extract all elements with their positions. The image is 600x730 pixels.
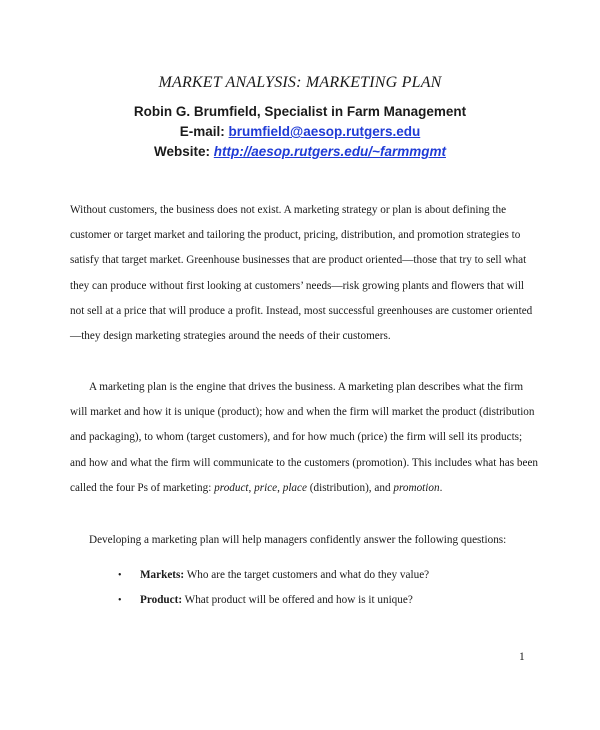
- page-number: 1: [519, 651, 525, 663]
- document-title: MARKET ANALYSIS: MARKETING PLAN: [158, 74, 442, 91]
- p2-end: .: [439, 481, 443, 494]
- p2-text-2: (distribution), and: [306, 481, 394, 494]
- bullet-term: Markets:: [140, 569, 185, 581]
- author-line: Robin G. Brumfield, Specialist in Farm Management: [133, 104, 467, 119]
- list-item: [118, 563, 429, 588]
- paragraph-questions: Developing a marketing plan will help managers confidently answer the following questions:: [89, 534, 507, 546]
- website-link[interactable]: http://aesop.rutgers.edu/~farmmgmt: [213, 144, 446, 159]
- question-list: [118, 563, 429, 613]
- p2-term-place: place: [282, 481, 307, 494]
- bullet-icon: •: [118, 595, 122, 606]
- p2-term-promotion: promotion: [393, 481, 440, 494]
- bullet-term: Product:: [140, 594, 183, 606]
- paragraph-intro: Without customers, the business does not exist. A marketing strategy or plan is about defining the customer or target market and tailoring the product, pricing, distribution, and promotion strategies to satisfy that target market. Greenhouse businesses that are product oriented—those that try to sell what they can produce without first looking at customers’ needs—risk growing plants and flowers that will not sell at a price that will produce a profit. Instead, most successful greenhouses are customer oriented—they design marketing strategies around the needs of their customers.: [70, 204, 533, 343]
- p2-sep-1: ,: [248, 481, 255, 494]
- email-link[interactable]: brumfield@aesop.rutgers.edu: [228, 124, 421, 139]
- bullet-icon: •: [118, 570, 122, 581]
- website-line: [0, 144, 600, 159]
- paragraph-marketing-plan: [70, 375, 540, 501]
- p2-sep-2: ,: [277, 481, 283, 494]
- website-label: Website:: [154, 144, 214, 159]
- email-line: [0, 124, 600, 139]
- bullet-text: What product will be offered and how is it unique?: [182, 594, 413, 606]
- p2-term-product: product: [214, 481, 249, 494]
- p2-text-1: A marketing plan is the engine that drives the business. A marketing plan describes what the firm will market and how it is unique (product); how and when the firm will market the product (distribution and packaging), to whom (target customers), and for how much (price) the firm will sell its products; and how and what the firm will communicate to the customers (promotion). This includes what has been called the four Ps of marketing:: [70, 381, 539, 494]
- email-label: E-mail:: [179, 124, 229, 139]
- p2-term-price: price: [254, 481, 278, 494]
- list-item: [118, 588, 429, 613]
- bullet-text: Who are the target customers and what do they value?: [184, 569, 430, 581]
